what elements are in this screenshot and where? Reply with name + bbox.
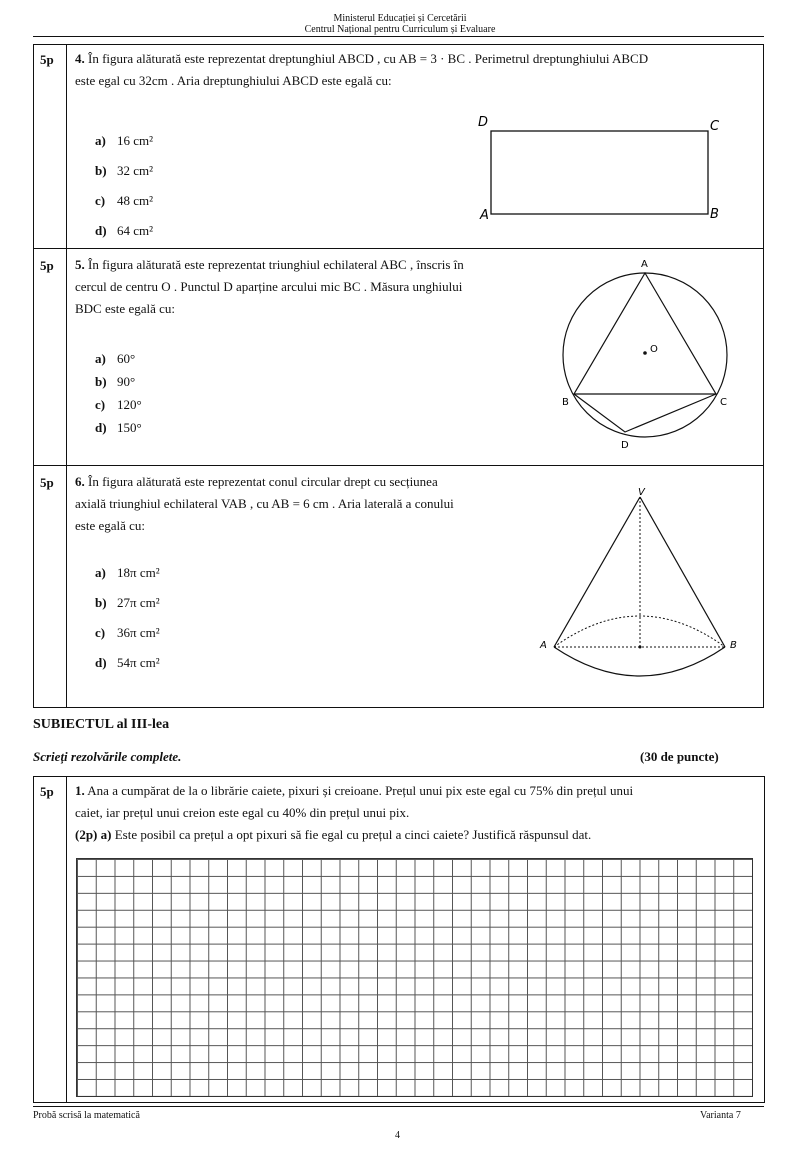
option-letter: a): [95, 133, 106, 148]
option-value: 150°: [117, 420, 142, 435]
points-column-divider: [66, 44, 67, 707]
option-letter: d): [95, 420, 107, 435]
q5-points: 5p: [40, 258, 54, 273]
answer-grid[interactable]: [76, 858, 753, 1097]
option-value: 27π cm²: [117, 595, 160, 610]
option-value: 120°: [117, 397, 142, 412]
label-c: C: [710, 119, 720, 134]
p1-points: 5p: [40, 784, 54, 799]
q4-number: 4.: [75, 51, 85, 66]
q4-text-line1: În figura alăturată este reprezentat dreptunghiul ABCD , cu AB = 3 · BC . Perimetrul dreptunghiului ABCD: [88, 51, 649, 66]
q4-text: [75, 48, 760, 92]
p1-text-line2: caiet, iar prețul unui creion este egal cu 40% din prețul unui pix.: [75, 805, 410, 820]
q5-option-c[interactable]: [95, 397, 142, 413]
rectangle-figure: [470, 110, 730, 235]
q5-option-a[interactable]: [95, 351, 135, 367]
option-value: 90°: [117, 374, 136, 389]
option-letter: d): [95, 655, 107, 670]
option-value: 18π cm²: [117, 565, 160, 580]
table-bottom-border: [33, 707, 764, 708]
option-letter: d): [95, 223, 107, 238]
base-front-arc: [554, 647, 725, 676]
row-divider-5-6: [33, 465, 764, 466]
option-value: 48 cm²: [117, 193, 154, 208]
option-value: 64 cm²: [117, 223, 154, 238]
label-o: O: [650, 344, 658, 355]
q6-number: 6.: [75, 474, 85, 489]
option-value: 60°: [117, 351, 136, 366]
header-center: Centrul Național pentru Curriculum și Evaluare: [304, 24, 496, 35]
q4-option-b[interactable]: [95, 163, 153, 179]
footer-exam-name: Probă scrisă la matematică: [33, 1110, 140, 1121]
circumcircle: [563, 273, 727, 437]
row-divider-4-5: [33, 248, 764, 249]
p1-number: 1.: [75, 783, 85, 798]
label-v: V: [638, 487, 645, 498]
option-value: 16 cm²: [117, 133, 154, 148]
table-right-border: [763, 44, 764, 707]
q4-option-d[interactable]: [95, 223, 153, 239]
label-d: D: [478, 115, 489, 130]
option-value: 36π cm²: [117, 625, 160, 640]
label-a: A: [540, 640, 547, 651]
q6-text: [75, 471, 545, 537]
table-top-border: [33, 44, 764, 45]
q4-option-a[interactable]: [95, 133, 153, 149]
p1-part-a-points: (2p) a): [75, 827, 112, 842]
segments-bd-dc: [574, 394, 716, 432]
q6-points: 5p: [40, 475, 54, 490]
footer-rule: [33, 1106, 764, 1107]
label-c: C: [720, 397, 727, 408]
page-number: 4: [395, 1130, 400, 1141]
p1-part-a-text: Este posibil ca prețul a opt pixuri să fie egal cu prețul a cinci caiete? Justifică răspunsul dat.: [114, 827, 592, 842]
cone-figure: [535, 485, 750, 690]
section-title: SUBIECTUL al III-lea: [33, 717, 170, 732]
triangle-circle-figure: [560, 255, 750, 455]
base-center: [639, 646, 642, 649]
q5-option-b[interactable]: [95, 374, 135, 390]
label-a: A: [480, 208, 489, 223]
q6-text-line1: În figura alăturată este reprezentat conul circular drept cu secțiunea: [88, 474, 438, 489]
option-value: 32 cm²: [117, 163, 154, 178]
option-letter: b): [95, 595, 107, 610]
q6-option-c[interactable]: [95, 625, 160, 641]
q4-points: 5p: [40, 52, 54, 67]
rectangle-abcd: [491, 131, 708, 214]
label-b: B: [710, 207, 719, 222]
q6-text-line3: este egală cu:: [75, 518, 146, 533]
q6-text-line2: axială triunghiul echilateral VAB , cu AB = 6 cm . Aria laterală a conului: [75, 496, 454, 511]
q4-text-line2: este egal cu 32cm . Aria dreptunghiului ABCD este egală cu:: [75, 73, 392, 88]
header-rule: [33, 36, 764, 37]
option-letter: a): [95, 565, 106, 580]
triangle-abc: [574, 273, 716, 394]
q5-text-line1: În figura alăturată este reprezentat triunghiul echilateral ABC , înscris în: [88, 257, 464, 272]
option-letter: c): [95, 625, 106, 640]
label-b: B: [562, 397, 569, 408]
q5-text-line3: BDC este egală cu:: [75, 301, 175, 316]
q5-number: 5.: [75, 257, 85, 272]
section-points: (30 de puncte): [640, 749, 719, 764]
option-letter: c): [95, 193, 106, 208]
option-value: 54π cm²: [117, 655, 160, 670]
p1-text: [75, 780, 760, 846]
label-a: A: [641, 259, 648, 270]
q4-option-c[interactable]: [95, 193, 153, 209]
table-left-border: [33, 44, 34, 707]
q5-text: [75, 254, 555, 320]
p1-text-line1: Ana a cumpărat de la o librărie caiete, pixuri și creioane. Prețul unui pix este egal cu 75% din prețul unui: [87, 783, 634, 798]
q6-option-d[interactable]: [95, 655, 160, 671]
option-letter: b): [95, 374, 107, 389]
q6-option-b[interactable]: [95, 595, 160, 611]
generatrix-vb: [640, 497, 725, 647]
problem-points-divider: [66, 776, 67, 1102]
q6-option-a[interactable]: [95, 565, 160, 581]
section-subtitle: Scrieți rezolvările complete.: [33, 749, 182, 764]
label-b: B: [730, 640, 737, 651]
option-letter: a): [95, 351, 106, 366]
q5-option-d[interactable]: [95, 420, 142, 436]
option-letter: b): [95, 163, 107, 178]
center-point: [643, 351, 647, 355]
q5-text-line2: cercul de centru O . Punctul D aparține arcului mic BC . Măsura unghiului: [75, 279, 463, 294]
generatrix-va: [554, 497, 640, 647]
label-d: D: [621, 440, 629, 451]
header-ministry: Ministerul Educației și Cercetării: [333, 13, 467, 24]
option-letter: c): [95, 397, 106, 412]
footer-variant: Varianta 7: [700, 1110, 741, 1121]
